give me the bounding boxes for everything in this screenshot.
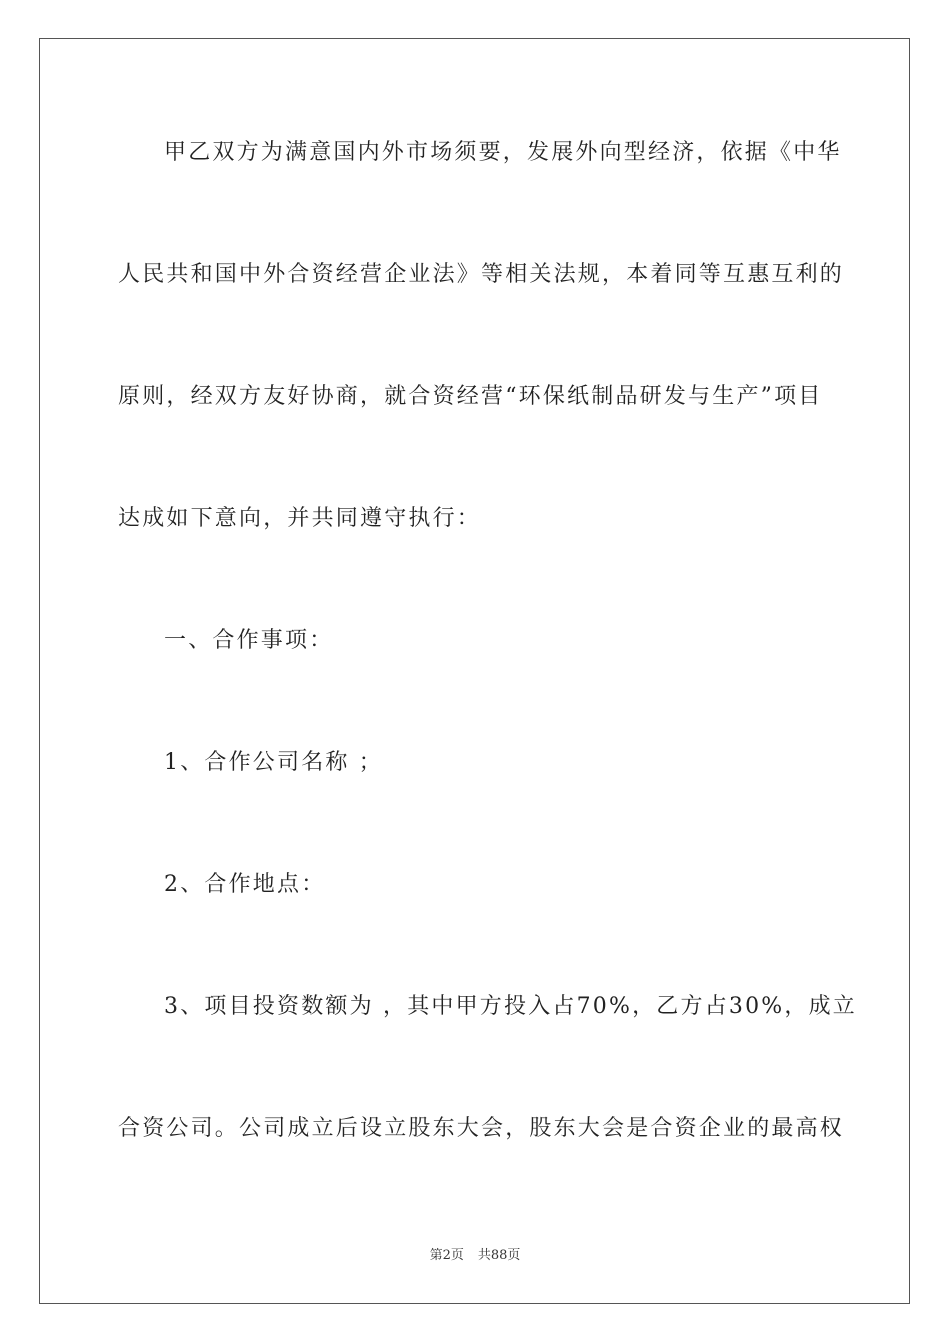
paragraph-line: 原则，经双方友好协商，就合资经营“环保纸制品研发与生产”项目	[118, 384, 823, 409]
document-body	[118, 128, 857, 1226]
list-item: 1、合作公司名称 ；	[164, 750, 383, 775]
page-footer	[0, 1244, 950, 1263]
paragraph-line: 合资公司。公司成立后设立股东大会，股东大会是合资企业的最高权	[118, 1116, 845, 1141]
list-item: 2、合作地点：	[164, 872, 326, 897]
page-total: 共88页	[477, 1248, 521, 1263]
page-number: 第2页	[429, 1248, 464, 1263]
list-item: 3、项目投资数额为 ，其中甲方投入占70%，乙方占30%，成立	[164, 994, 857, 1019]
paragraph-line: 人民共和国中外合资经营企业法》等相关法规，本着同等互惠互利的	[118, 262, 845, 287]
paragraph-line: 达成如下意向，并共同遵守执行：	[118, 506, 482, 531]
paragraph-line: 甲乙双方为满意国内外市场须要，发展外向型经济，依据《中华	[164, 140, 842, 165]
section-heading: 一、合作事项：	[164, 628, 334, 653]
